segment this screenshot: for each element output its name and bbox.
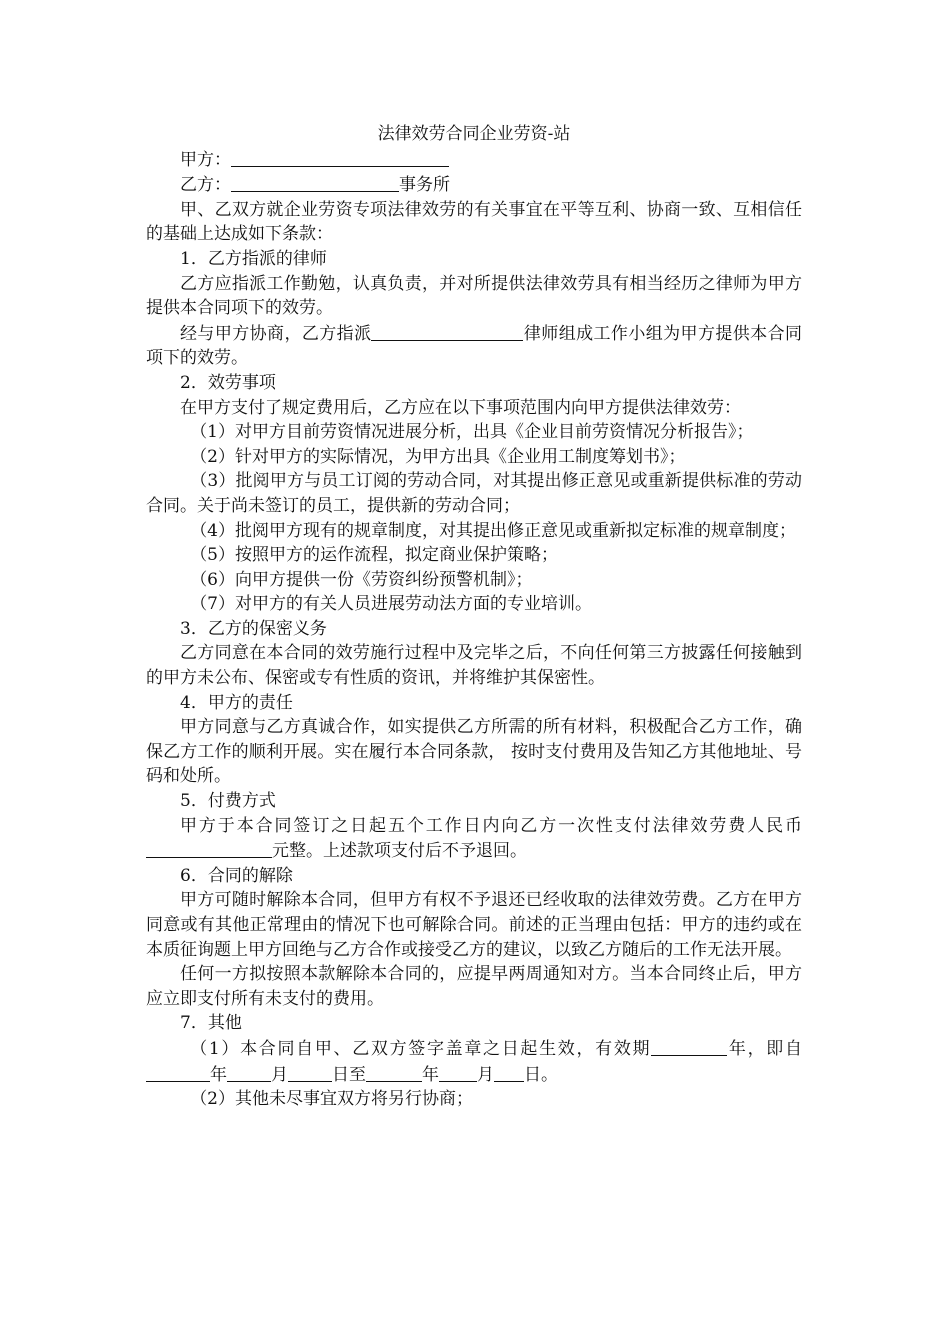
s5-after: 元整。上述款项支付后不予退回。 (272, 841, 527, 862)
section-heading-7: 7．其他 (180, 1013, 242, 1034)
party-b-suffix: 事务所 (399, 175, 450, 196)
section-6-paragraph-2: 任何一方拟按照本款解除本合同的，应提早两周通知对方。当本合同终止后，甲方应立即支付所有未支付的费用。 (146, 964, 802, 1009)
section-5-paragraph (146, 814, 802, 864)
start-month-blank (227, 1064, 271, 1082)
s7-a: （1）本合同自甲、乙双方签字盖章之日起生效，有效期 (190, 1038, 652, 1059)
fee-amount-blank (146, 840, 272, 858)
intro-paragraph: 甲、乙双方就企业劳资专项法律效劳的有关事宜在平等互利、协商一致、互相信任的基础上达成如下条款： (146, 199, 802, 245)
s7-b: 年，即自 (727, 1038, 802, 1059)
section-heading-4: 4．甲方的责任 (180, 692, 293, 713)
party-a-label: 甲方： (180, 149, 231, 170)
section-heading-5: 5．付费方式 (180, 791, 276, 812)
end-day-blank (494, 1064, 524, 1082)
end-year-blank (366, 1064, 422, 1082)
section-7-item-1 (146, 1036, 802, 1087)
s7-d: 月 (271, 1064, 288, 1085)
s7-f: 年 (422, 1064, 439, 1085)
service-item-4: （4）批阅甲方现有的规章制度，对其提出修正意见或重新拟定标准的规章制度； (190, 520, 797, 541)
start-year-blank (146, 1064, 210, 1082)
section-2-intro: 在甲方支付了规定费用后，乙方应在以下事项范围内向甲方提供法律效劳： (180, 397, 741, 418)
service-item-2: （2）针对甲方的实际情况，为甲方出具《企业用工制度筹划书》； (190, 446, 686, 467)
s1-p2-after: 律师组成工作小组为甲方提供本合同项下的效劳。 (146, 323, 803, 369)
section-1-paragraph-1: 乙方应指派工作勤勉，认真负责，并对所提供法律效劳具有相当经历之律师为甲方提供本合同项下的效劳。 (146, 273, 802, 319)
s7-h: 日。 (524, 1064, 558, 1085)
section-heading-6: 6．合同的解除 (180, 865, 293, 886)
service-item-3: （3）批阅甲方与员工订阅的劳动合同，对其提出修正意见或重新提供标准的劳动合同。关于尚未签订的员工，提供新的劳动合同； (146, 471, 802, 516)
section-6-paragraph-1: 甲方可随时解除本合同，但甲方有权不予退还已经收取的法律效劳费。乙方在甲方同意或有其他正常理由的情况下也可解除合同。前述的正当理由包括：甲方的违约或在本质征询题上甲方回绝与乙方合作或接受乙方的建议，以致乙方随后的工作无法开展。 (146, 890, 802, 960)
party-a-line (146, 147, 802, 173)
service-item-5: （5）按照甲方的运作流程，拟定商业保护策略； (190, 545, 559, 566)
section-4-paragraph: 甲方同意与乙方真诚合作，如实提供乙方所需的所有材料，积极配合乙方工作，确保乙方工作的顺利开展。实在履行本合同条款， 按时支付费用及告知乙方其他地址、号码和处所。 (146, 717, 802, 787)
section-7-item-2: （2）其他未尽事宜双方将另行协商； (190, 1089, 474, 1110)
s7-e: 日至 (332, 1064, 366, 1085)
section-3-paragraph: 乙方同意在本合同的效劳施行过程中及完毕之后，不向任何第三方披露任何接触到的甲方未公布、保密或专有性质的资讯，并将维护其保密性。 (146, 643, 802, 689)
section-heading-1: 1．乙方指派的律师 (180, 248, 327, 269)
section-heading-2: 2．效劳事项 (180, 372, 276, 393)
s7-g: 月 (477, 1064, 494, 1085)
party-b-line (146, 172, 802, 198)
s1-p2-before: 经与甲方协商，乙方指派 (180, 323, 372, 344)
party-b-label: 乙方： (180, 175, 231, 196)
party-a-blank (231, 149, 449, 167)
lawyer-name-blank (371, 323, 523, 341)
document-title: 法律效劳合同企业劳资-站 (377, 124, 571, 144)
section-heading-3: 3．乙方的保密义务 (180, 618, 327, 639)
s5-before: 甲方于本合同签订之日起五个工作日内向乙方一次性支付法律效劳费人民币 (180, 815, 802, 836)
party-b-blank (231, 174, 399, 192)
contract-page (146, 122, 802, 1112)
start-day-blank (288, 1064, 332, 1082)
term-years-blank (651, 1038, 727, 1056)
service-item-6: （6）向甲方提供一份《劳资纠纷预警机制》； (190, 569, 533, 590)
section-1-paragraph-2 (146, 321, 802, 371)
s7-c: 年 (210, 1064, 227, 1085)
end-month-blank (439, 1064, 477, 1082)
service-item-7: （7）对甲方的有关人员进展劳动法方面的专业培训。 (190, 594, 593, 615)
service-item-1: （1）对甲方目前劳资情况进展分析，出具《企业目前劳资情况分析报告》； (190, 422, 754, 443)
